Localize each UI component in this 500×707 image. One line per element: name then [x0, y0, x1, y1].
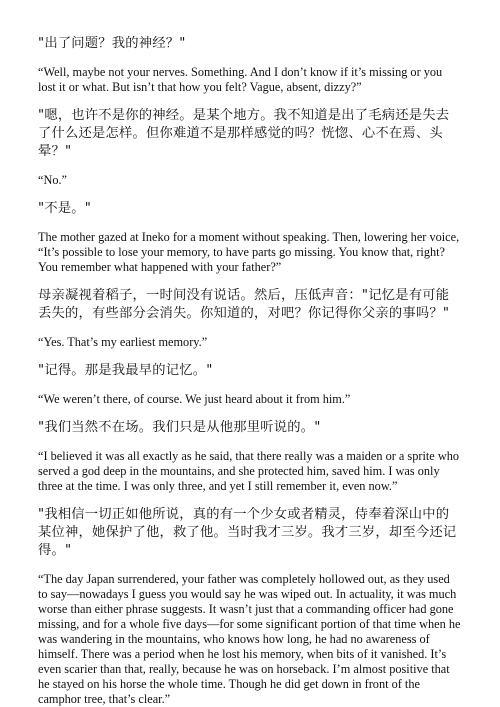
paragraph-en-3: The mother gazed at Ineko for a moment without speaking. Then, lowering her voice, “It’s possible to lose your memory, to have parts go missing. You know that, right? You remember what happened with your father?” — [38, 230, 460, 274]
paragraph-zh-1: "出了问题？我的神经？" — [38, 36, 186, 51]
paragraph-en-2: “No.” — [38, 173, 68, 187]
paragraph-en-5: “We weren’t there, of course. We just heard about it from him.” — [38, 392, 351, 406]
paragraph-en-7: “The day Japan surrendered, your father was completely hollowed out, as they used to say—nowadays I guess you would say he was wiped out. In actuality, it was much worse than either phrase suggests. It wasn’t just that a commanding officer had gone missing, and for a whole five days—for some significant portion of that time when he was wandering in the mountains, who knows how long, he had no awareness of himself. There was a period when he lost his memory, when bits of it vanished. It’s even scarier than that, really, because he was on horseback. I’m almost positive that he stayed on his horse the whole time. Though he did get down in front of the camphor tree, that’s clear.” — [38, 572, 461, 706]
paragraph-en-1: “Well, maybe not your nerves. Something. And I don’t know if it’s missing or you lost it or what. But isn’t that how you felt? Vague, absent, dizzy?” — [38, 65, 443, 94]
paragraph-en-4: “Yes. That’s my earliest memory.” — [38, 335, 208, 349]
paragraph-zh-5: "记得。那是我最早的记忆。" — [38, 363, 213, 378]
paragraph-zh-6: "我们当然不在场。我们只是从他那里听说的。" — [38, 420, 321, 435]
paragraph-zh-7: "我相信一切正如他所说，真的有一个少女或者精灵，侍奉着深山中的某位神，她保护了他，救了他。当时我才三岁。我才三岁，却至今还记得。" — [38, 507, 457, 558]
paragraph-zh-4: 母亲凝视着稻子，一时间没有说话。然后，压低声音："记忆是有可能丢失的，有些部分会消失。你知道的，对吧？你记得你父亲的事吗？" — [38, 288, 450, 321]
paragraph-zh-2: "嗯，也许不是你的神经。是某个地方。我不知道是出了毛病还是失去了什么还是怎样。但你难道不是那样感觉的吗？恍惚、心不在焉、头晕？" — [38, 108, 450, 159]
paragraph-zh-3: "不是。" — [38, 201, 92, 216]
paragraph-en-6: “I believed it was all exactly as he said, that there really was a maiden or a sprite who served a god deep in the mountains, and she protected him, saved him. I was only three at the time. I was only three, and yet I still remember it, even now.” — [38, 449, 460, 493]
